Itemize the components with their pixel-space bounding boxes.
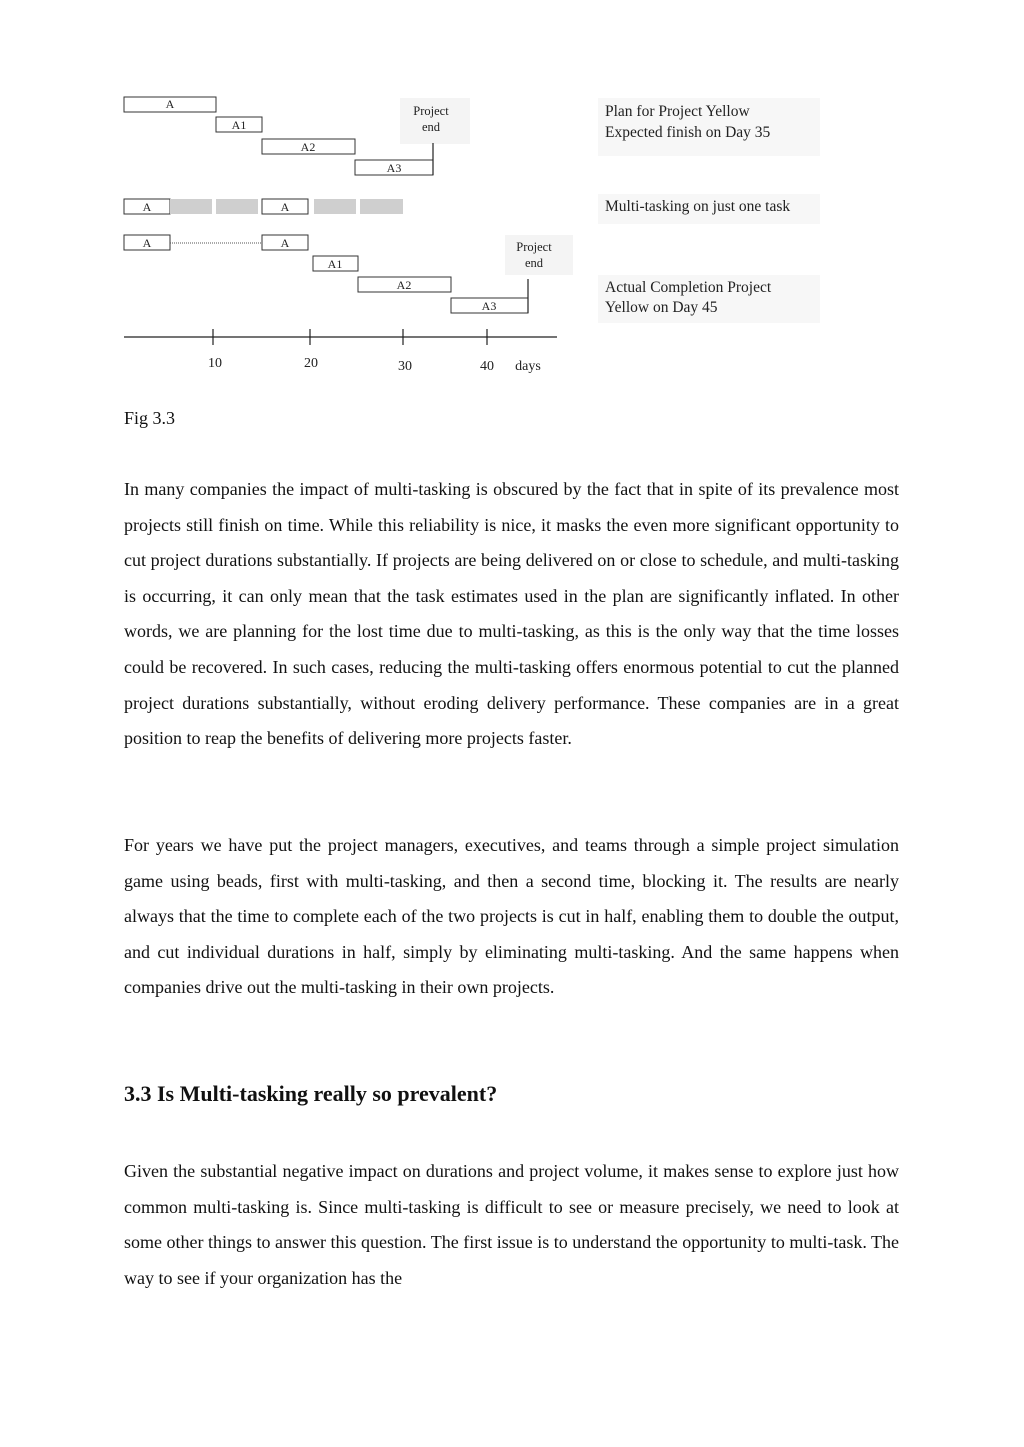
plan-row-A2 [262, 139, 355, 154]
time-axis [124, 329, 557, 374]
actual-caption-line1: Actual Completion Project [605, 279, 772, 296]
multitask-row [124, 199, 403, 214]
plan-caption-line2: Expected finish on Day 35 [605, 124, 771, 141]
task-label-A1-act: A1 [327, 257, 343, 271]
plan-row-A3 [355, 160, 433, 175]
paragraph-1: In many companies the impact of multi-tasking is obscured by the fact that in spite of its prevalence most projects still finish on time. While this reliability is nice, it masks the even more significant opportunity to cut project durations substantially. If projects are being delivered on or close to schedule, and multi-tasking is occurring, it can only mean that the task estimates used in the plan are significantly inflated. In other words, we are planning for the lost time due to multi-tasking, as this is the only way that the time losses could be recovered. In such cases, reducing the multi-tasking offers enormous potential to cut the planned project durations substantially, without eroding delivery performance. These companies are in a great position to reap the benefits of delivering more projects faster. [124, 479, 899, 749]
paragraph-2: For years we have put the project managers, executives, and teams through a simple project simulation game using beads, first with multi-tasking, and then a second time, blocking it. The results are nearly always that the time to complete each of the two projects is cut in half, enabling them to double the output, and cut individual durations in half, simply by eliminating multi-tasking. And the same happens when companies drive out the multi-tasking in their own projects. [124, 835, 899, 998]
project-end-label-2b: end [524, 256, 544, 270]
multitask-caption: Multi-tasking on just one task [605, 198, 791, 215]
figure-caption: Fig 3.3 [124, 408, 176, 428]
axis-unit-days: days [515, 359, 541, 374]
task-label-A3: A3 [386, 161, 402, 175]
plan-row-A [124, 97, 216, 112]
figure-3-3 [0, 0, 1024, 390]
actual-caption-line2: Yellow on Day 45 [605, 299, 718, 316]
axis-label-20: 20 [304, 356, 318, 371]
gantt-diagram [0, 0, 1024, 390]
actual-row-A1 [313, 256, 358, 271]
task-label-A-act1: A [142, 236, 152, 250]
task-label-A: A [165, 97, 175, 111]
task-label-A3-act: A3 [481, 299, 497, 313]
actual-row-A3 [451, 298, 528, 313]
task-label-A2: A2 [300, 140, 316, 154]
axis-label-40: 40 [480, 359, 494, 374]
task-label-A2-act: A2 [396, 278, 412, 292]
plan-row-A1 [216, 117, 262, 132]
project-end-label-2a: Project [516, 240, 552, 254]
task-label-A-mt2: A [280, 200, 290, 214]
section-heading: 3.3 Is Multi-tasking really so prevalent? [124, 1081, 498, 1106]
paragraph-3: Given the substantial negative impact on durations and project volume, it makes sense to explore just how common multi-tasking is. Since multi-tasking is difficult to see or measure precisely, we need to look at some other things to answer this question. The first issue is to understand the opportunity to multi-task. The way to see if your organization has the [124, 1161, 899, 1288]
task-label-A-mt1: A [142, 200, 152, 214]
task-label-A-act2: A [280, 236, 290, 250]
axis-label-10: 10 [208, 356, 222, 371]
actual-row-A2 [358, 277, 451, 292]
project-end-label-1b: end [421, 120, 441, 134]
plan-caption-line1: Plan for Project Yellow [605, 103, 750, 120]
actual-row-A [124, 235, 308, 250]
task-label-A1: A1 [231, 118, 247, 132]
project-end-label-1a: Project [413, 104, 449, 118]
axis-label-30: 30 [398, 359, 412, 374]
